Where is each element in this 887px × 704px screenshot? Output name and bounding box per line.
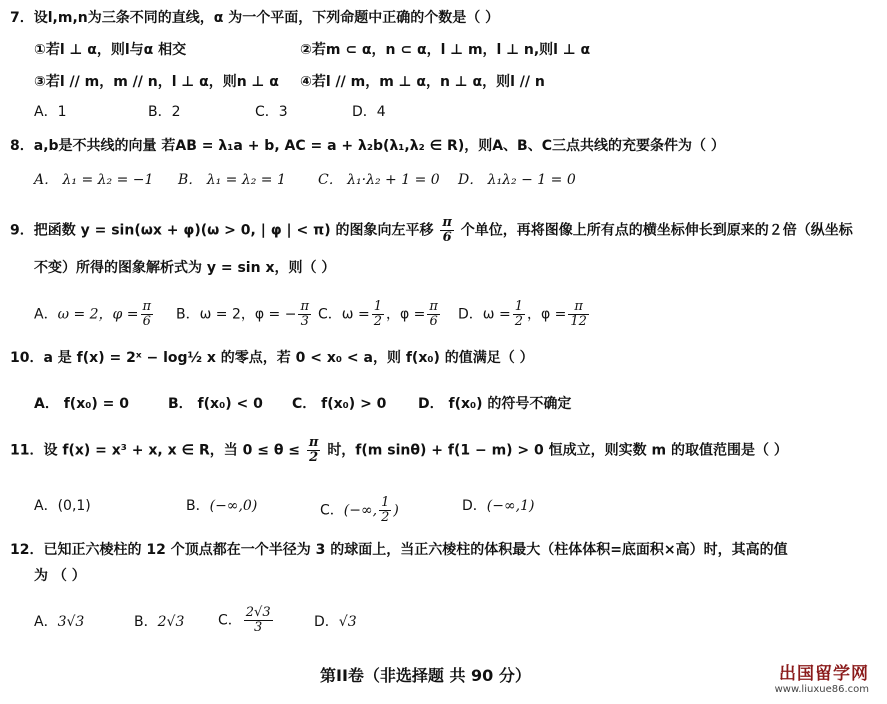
q12-stem: 12．已知正六棱柱的 12 个顶点都在一个半径为 3 的球面上，当正六棱柱的体积最大（柱体体积=底面积×高）时，其高的值	[10, 542, 788, 558]
q10-option-c: C． f(x₀) > 0	[292, 396, 387, 412]
q12-option-a: A．3√3	[34, 614, 85, 630]
q7-option-b: B．2	[148, 104, 181, 120]
q7-item-3: ③若l // m，m // n，l ⊥ α，则n ⊥ α	[34, 74, 279, 90]
watermark	[775, 664, 869, 696]
q7-stem: 7．设l,m,n为三条不同的直线，α 为一个平面，下列命题中正确的个数是（ ）	[10, 10, 500, 26]
section-title: 第II卷（非选择题 共 90 分）	[320, 666, 531, 685]
q11-option-a: A．(0,1)	[34, 498, 91, 514]
q7-option-a: A．1	[34, 104, 67, 120]
q7-option-c: C．3	[255, 104, 288, 120]
q7-item-2: ②若m ⊂ α，n ⊂ α，l ⊥ m，l ⊥ n,则l ⊥ α	[300, 42, 591, 58]
q9-stem-a: 9．把函数 y = sin(ωx + φ)(ω > 0, | φ | < π) 的图象向左平移	[10, 222, 434, 239]
watermark-url: www.liuxue86.com	[774, 684, 869, 695]
q8-option-c: C． λ₁·λ₂ + 1 = 0	[318, 172, 440, 188]
q10-option-b: B． f(x₀) < 0	[168, 396, 263, 412]
q9-stem-b: 个单位，再将图像上所有点的横坐标伸长到原来的２倍（纵坐标	[460, 222, 853, 239]
q11-option-c: C．(−∞, $\frac{1}{2}$ )	[320, 495, 399, 525]
q9-option-b: B．ω = 2，φ = − $\frac{\pi}{3}$	[176, 299, 310, 329]
q9-stem-line1	[10, 216, 853, 245]
q10-stem: 10．a 是 f(x) = 2ˣ − log½ x 的零点，若 0 < x₀ < a，则 f(x₀) 的值满足（ ）	[10, 350, 534, 366]
q8-option-a: A． λ₁ = λ₂ = −1	[34, 172, 154, 188]
q8-stem: 8．a,b是不共线的向量 若AB = λ₁a + b, AC = a + λ₂b(λ₁,λ₂ ∈ R)，则A、B、C三点共线的充要条件为（ ）	[10, 138, 725, 154]
q10-option-d: D． f(x₀) 的符号不确定	[418, 396, 572, 412]
q7-item-4: ④若l // m，m ⊥ α，n ⊥ α，则l // n	[300, 74, 545, 90]
q9-shift-fraction: $\frac{\pi}{6}$	[442, 215, 452, 245]
q8-option-b: B． λ₁ = λ₂ = 1	[178, 172, 286, 188]
q9-option-a: A．ω = 2，φ = $\frac{\pi}{6}$	[34, 299, 152, 329]
q9-option-c: C．ω = $\frac{1}{2}$ ，φ = $\frac{\pi}{6}$	[318, 299, 438, 329]
q7-item-1: ①若l ⊥ α，则l与α 相交	[34, 42, 187, 58]
q11-stem: 11．设 f(x) = x³ + x, x ∈ R，当 0 ≤ θ ≤ $\frac{\pi}{2}$ 时，f(m sinθ) + f(1 − m) > 0 恒成立，则实数 m 的取值范围是（ ）	[10, 435, 788, 465]
watermark-title: 出国留学网	[779, 664, 869, 684]
q11-option-b: B．(−∞,0)	[186, 498, 258, 514]
q11-option-d: D．(−∞,1)	[462, 498, 535, 514]
q7-option-d: D．4	[352, 104, 386, 120]
q8-option-d: D． λ₁λ₂ − 1 = 0	[458, 172, 576, 188]
q12-option-d: D．√3	[314, 614, 357, 630]
q9-option-d: D．ω = $\frac{1}{2}$ ，φ = $\frac{\pi}{12}$	[458, 299, 587, 329]
q12-option-b: B．2√3	[134, 614, 185, 630]
q10-option-a: A． f(x₀) = 0	[34, 396, 129, 412]
q9-stem-line2: 不变）所得的图象解析式为 y = sin x，则（ ）	[34, 260, 336, 276]
q12-option-c: C． $\frac{2√3}{3}$	[218, 605, 271, 635]
q12-stem-line2: 为 （ ）	[34, 568, 86, 584]
